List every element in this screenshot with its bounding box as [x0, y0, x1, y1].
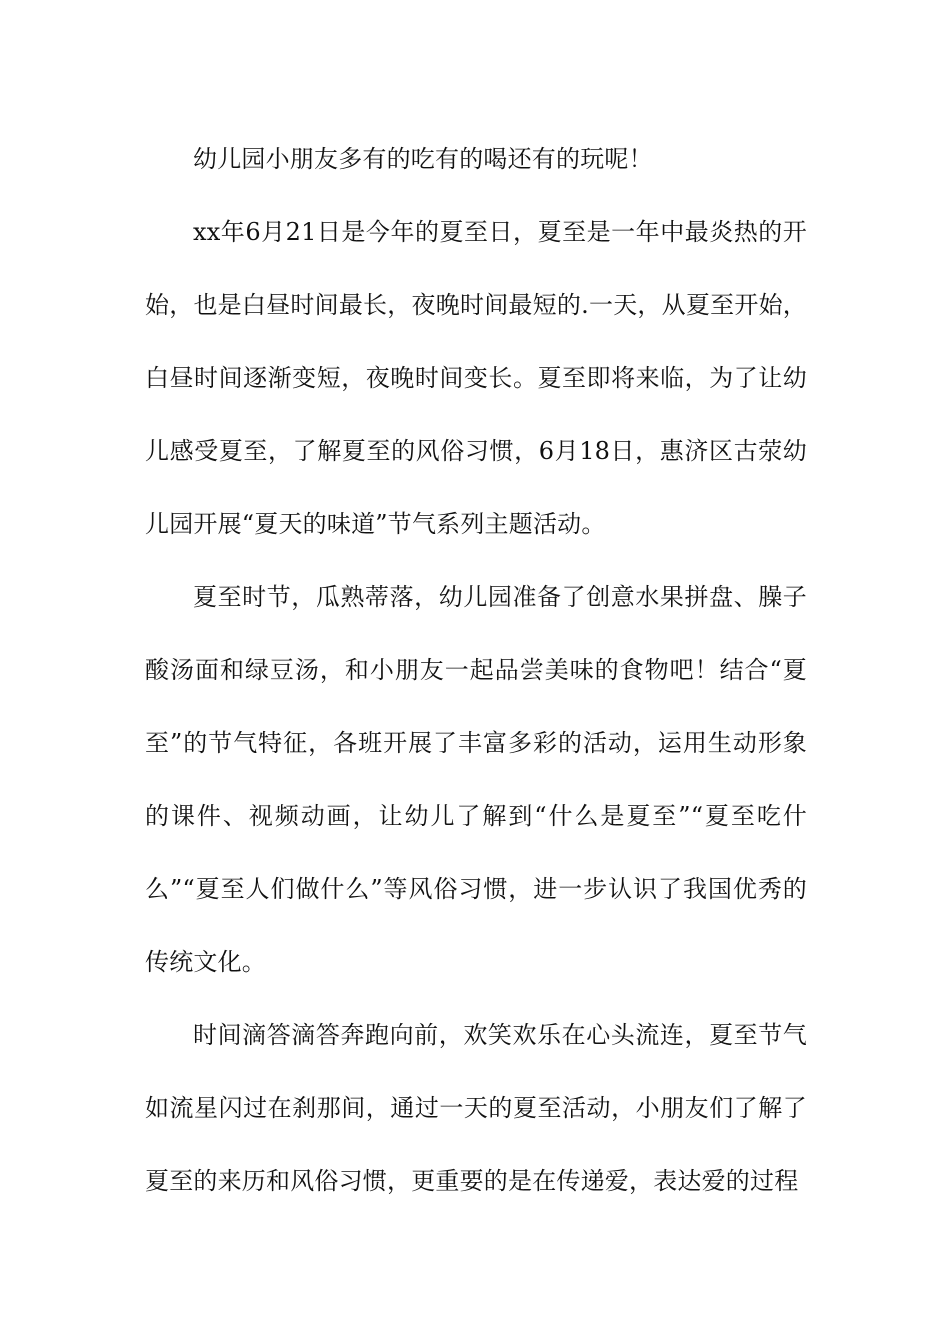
paragraph-intro: 幼儿园小朋友多有的吃有的喝还有的玩呢！	[193, 145, 653, 173]
document-body	[145, 123, 807, 1218]
paragraph-activities: 夏至时节，瓜熟蒂落，幼儿园准备了创意水果拼盘、臊子酸汤面和绿豆汤，和小朋友一起品尝美味的食物吧！结合“夏至”的节气特征，各班开展了丰富多彩的活动，运用生动形象的课件、视频动画，让幼儿了解到“什么是夏至”“夏至吃什么”“夏至人们做什么”等风俗习惯，进一步认识了我国优秀的传统文化。	[145, 583, 807, 976]
paragraph-summer-solstice-date: xx年6月21日是今年的夏至日，夏至是一年中最炎热的开始，也是白昼时间最长，夜晚时间最短的.一天，从夏至开始，白昼时间逐渐变短，夜晚时间变长。夏至即将来临，为了让幼儿感受夏至，了解夏至的风俗习惯，6月18日，惠济区古荥幼儿园开展“夏天的味道”节气系列主题活动。	[145, 218, 807, 538]
paragraph-conclusion: 时间滴答滴答奔跑向前，欢笑欢乐在心头流连，夏至节气如流星闪过在刹那间，通过一天的夏至活动，小朋友们了解了夏至的来历和风俗习惯，更重要的是在传递爱，表达爱的过程	[145, 1021, 807, 1195]
